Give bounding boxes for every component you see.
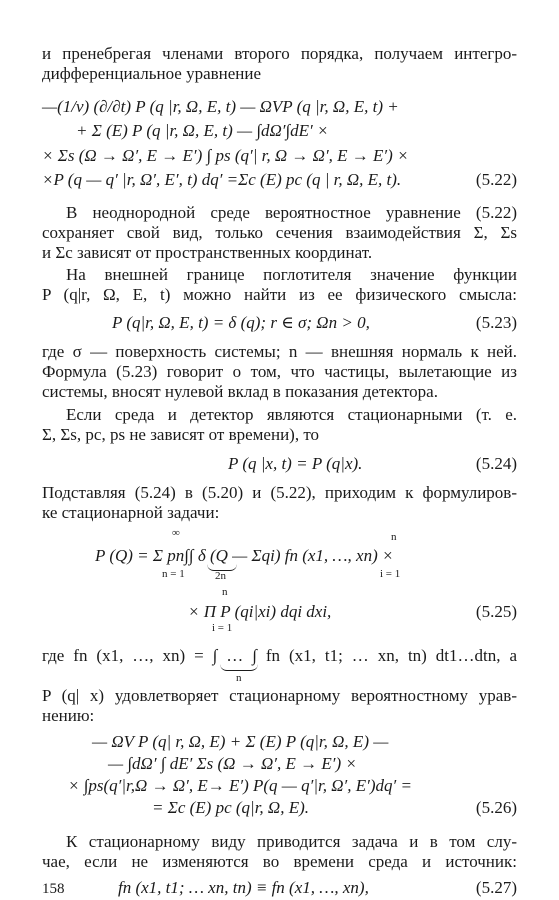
sum-lower-limit: n = 1 — [162, 568, 185, 580]
equation-line: fn (x1, t1; … xn, tn) ≡ fn (x1, …, xn), — [118, 878, 369, 897]
equation-line: = Σc (E) pc (q|r, Ω, E). — [152, 798, 310, 817]
equation-number: (5.22) — [475, 170, 517, 189]
text-line: и Σc зависят от пространственных координат. — [42, 243, 373, 262]
equation-line: + Σ (E) P (q |r, Ω, E, t) — ∫dΩ′∫dE′ × — [76, 121, 329, 140]
sum-upper-limit: ∞ — [172, 527, 180, 539]
equation-line: ×P (q — q′ |r, Ω′, E′, t) dq′ =Σc (E) pc (q | r, Ω, E, t). — [42, 170, 402, 189]
text-line: Формула (5.23) говорит о том, что частицы, вылетающие из — [42, 362, 517, 381]
sum-upper-limit: n — [391, 531, 397, 543]
text-line: На внешней границе поглотителя значение функции — [66, 265, 517, 284]
equation-number: (5.25) — [475, 602, 517, 621]
text-line: и пренебрегая членами второго порядка, получаем интегро- — [42, 44, 517, 63]
equation-line: × Π P (qi|xi) dqi dxi, — [188, 602, 332, 621]
product-lower-limit: i = 1 — [212, 622, 233, 634]
product-upper-limit: n — [222, 586, 228, 598]
equation-number: (5.23) — [475, 313, 517, 332]
text-line: где σ — поверхность системы; n — внешняя нормаль к ней. — [42, 342, 517, 361]
text-line: P (q| x) удовлетворяет стационарному вероятностному урав- — [42, 686, 517, 705]
text-line: чае, если не изменяются во времени среда и источник: — [42, 852, 517, 871]
text-line: Если среда и детектор являются стационарными (т. е. — [66, 405, 517, 424]
underbrace-label: n — [236, 672, 242, 684]
equation-line: P (q|r, Ω, E, t) = δ (q); r ∈ σ; Ωn > 0, — [112, 313, 370, 332]
integral-subscript: 2n — [215, 570, 226, 582]
equation-number: (5.27) — [475, 878, 517, 897]
text-line: К стационарному виду приводится задача и в том слу- — [66, 832, 517, 851]
equation-line: P (Q) = Σ pn∫∫ δ (Q — Σqi) fn (x1, …, xn) × — [95, 546, 394, 565]
text-line: P (q|r, Ω, E, t) можно найти из ее физического смысла: — [42, 285, 517, 304]
equation-line: —(1/v) (∂/∂t) P (q |r, Ω, E, t) — ΩVP (q |r, Ω, E, t) + — [42, 97, 399, 116]
text-line: сохраняет свой вид, только сечения взаимодействия Σ, Σs — [42, 223, 517, 242]
text-line: Подставляя (5.24) в (5.20) и (5.22), приходим к формулиров- — [42, 483, 517, 502]
equation-line: × Σs (Ω → Ω′, E → E′) ∫ ps (q′| r, Ω → Ω′, E → E′) × — [42, 146, 409, 165]
text-line: системы, вносят нулевой вклад в показания детектора. — [42, 382, 438, 401]
equation-line: P (q |x, t) = P (q|x). — [228, 454, 363, 473]
underbrace — [207, 564, 237, 571]
text-line: дифференциальное уравнение — [42, 64, 262, 83]
page-number: 158 — [42, 881, 65, 897]
text-line: Σ, Σs, pc, ps не зависят от времени), то — [42, 425, 320, 444]
equation-number: (5.24) — [475, 454, 517, 473]
underbrace — [220, 664, 258, 671]
text-line: В неоднородной среде вероятностное уравнение (5.22) — [66, 203, 517, 222]
text-line: где fn (x1, …, xn) = ∫ … ∫ fn (x1, t1; … xn, tn) dt1…dtn, а — [42, 646, 517, 665]
equation-number: (5.26) — [475, 798, 517, 817]
equation-line: × ∫ps(q′|r,Ω → Ω′, E→ E′) P(q — q′|r, Ω′, E′)dq′ = — [68, 776, 412, 795]
text-line: нению: — [42, 706, 95, 725]
equation-line: — ∫dΩ′ ∫ dE′ Σs (Ω → Ω′, E → E′) × — [108, 754, 357, 773]
equation-line: — ΩV P (q| r, Ω, E) + Σ (E) P (q|r, Ω, E) — — [92, 732, 389, 751]
sum-lower-limit: i = 1 — [380, 568, 401, 580]
text-line: ке стационарной задачи: — [42, 503, 220, 522]
